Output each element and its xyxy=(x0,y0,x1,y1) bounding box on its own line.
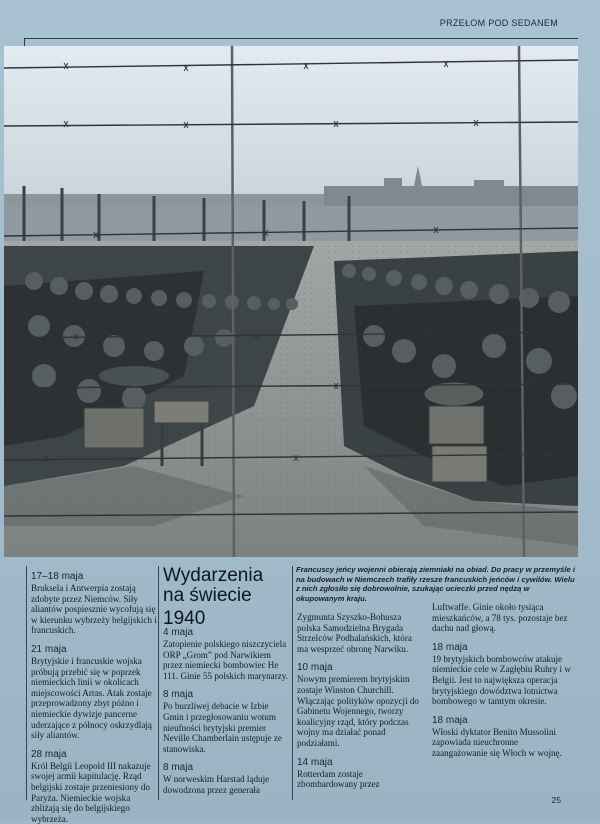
feature-title-line: Wydarzenia xyxy=(163,565,264,586)
timeline-text: Rotterdam zostaje zbombardowany przez xyxy=(297,768,380,790)
timeline-column-2 xyxy=(163,627,288,796)
historical-photograph xyxy=(4,46,578,557)
timeline-text: Brytyjskie i francuskie wojska próbują przebić się w poprzek niemieckich linii w okolicach miejscowości Arras. Atak zostaje przeprowadzony zbyt późno i niemieckie dywizje pancerne uderzające z północy oskrzydlają siły aliantów. xyxy=(31,655,152,741)
feature-title-year: 1940 xyxy=(163,608,206,629)
timeline-column-1 xyxy=(31,571,157,824)
photo-caption: Francuscy jeńcy wojenni obierają ziemniaki na obiad. Do pracy w przemyśle i na budowach w Niemczech trafiły rzesze francuskich jeńców i cywilów. Wielu z nich zgłosiło się dobrowolnie, szukając ucieczki przed nędzą w okupowanym kraju. xyxy=(296,565,575,603)
timeline-column-4 xyxy=(432,602,572,759)
photo-illustration xyxy=(4,46,578,557)
timeline-text: Zygmunta Szyszko-Bohusza polska Samodzielna Brygada Strzelców Podhalańskich, która ma wesprzeć obronę Narwiku. xyxy=(297,612,412,654)
timeline-text: Zatopienie polskiego niszczyciela ORP „Grom” pod Narwikiem przez niemiecki bombowiec He 111. Ginie 55 polskich marynarzy. xyxy=(163,639,289,681)
timeline-text: Luftwaffe. Ginie około tysiąca mieszkańców, a 78 tys. pozostaje bez dachu nad głową. xyxy=(432,602,568,634)
timeline-text: W norweskim Harstad ląduje dowodzona przez generała xyxy=(163,774,270,795)
feature-title-line: na świecie xyxy=(163,585,252,606)
timeline-date: 28 maja xyxy=(31,748,67,760)
timeline-date: 18 maja xyxy=(432,714,468,726)
timeline-date: 10 maja xyxy=(297,662,333,674)
timeline-date: 18 maja xyxy=(432,641,468,653)
running-head: PRZEŁOM POD SEDANEM xyxy=(439,18,558,28)
timeline-text: 19 brytyjskich bombowców atakuje niemieckie cele w Zagłębiu Ruhry i w Belgii. Jest to największa operacja brytyjskiego dowództwa lotnictwa bombowego w tamtym okresie. xyxy=(432,653,571,707)
timeline-date: 17–18 maja xyxy=(31,571,84,582)
timeline-text: Włoski dyktator Benito Mussolini zapowiada nieuchronne zaangażowanie się Włoch w wojnę. xyxy=(432,726,562,758)
timeline-date: 8 maja xyxy=(163,689,194,701)
timeline-column-3 xyxy=(297,612,425,790)
column-rule xyxy=(158,566,159,800)
timeline-text: Król Belgii Leopold III nakazuje swojej armii kapitulację. Rząd belgijski zostaje przeniesiony do Paryża. Niemieckie wojska zbliżają się do belgijskiego wybrzeża. xyxy=(31,760,151,824)
header-rule xyxy=(24,38,578,39)
timeline-date: 8 maja xyxy=(163,762,194,774)
column-rule xyxy=(26,566,27,800)
column-rule xyxy=(292,566,293,800)
timeline-date: 21 maja xyxy=(31,643,67,655)
timeline-text: Po burzliwej debacie w Izbie Gmin i przegłosowaniu wotum nieufności brytyjski premier Neville Chamberlain ustępuje ze stanowiska. xyxy=(163,701,282,754)
timeline-text: Nowym premierem brytyjskim zostaje Winston Churchill. Włączając polityków opozycji do Gabinetu Wojennego, tworzy koalicyjny rząd, który podczas wojny ma działać ponad podziałami. xyxy=(297,674,419,748)
timeline-date: 4 maja xyxy=(163,627,194,638)
feature-title xyxy=(163,566,293,629)
timeline-date: 14 maja xyxy=(297,756,333,768)
page-number: 25 xyxy=(551,795,561,805)
timeline-text: Bruksela i Antwerpia zostają zdobyte przez Niemców. Siły aliantów pospiesznie wycofują się w kierunku wybrzeży belgijskich i francuskich. xyxy=(31,583,157,636)
